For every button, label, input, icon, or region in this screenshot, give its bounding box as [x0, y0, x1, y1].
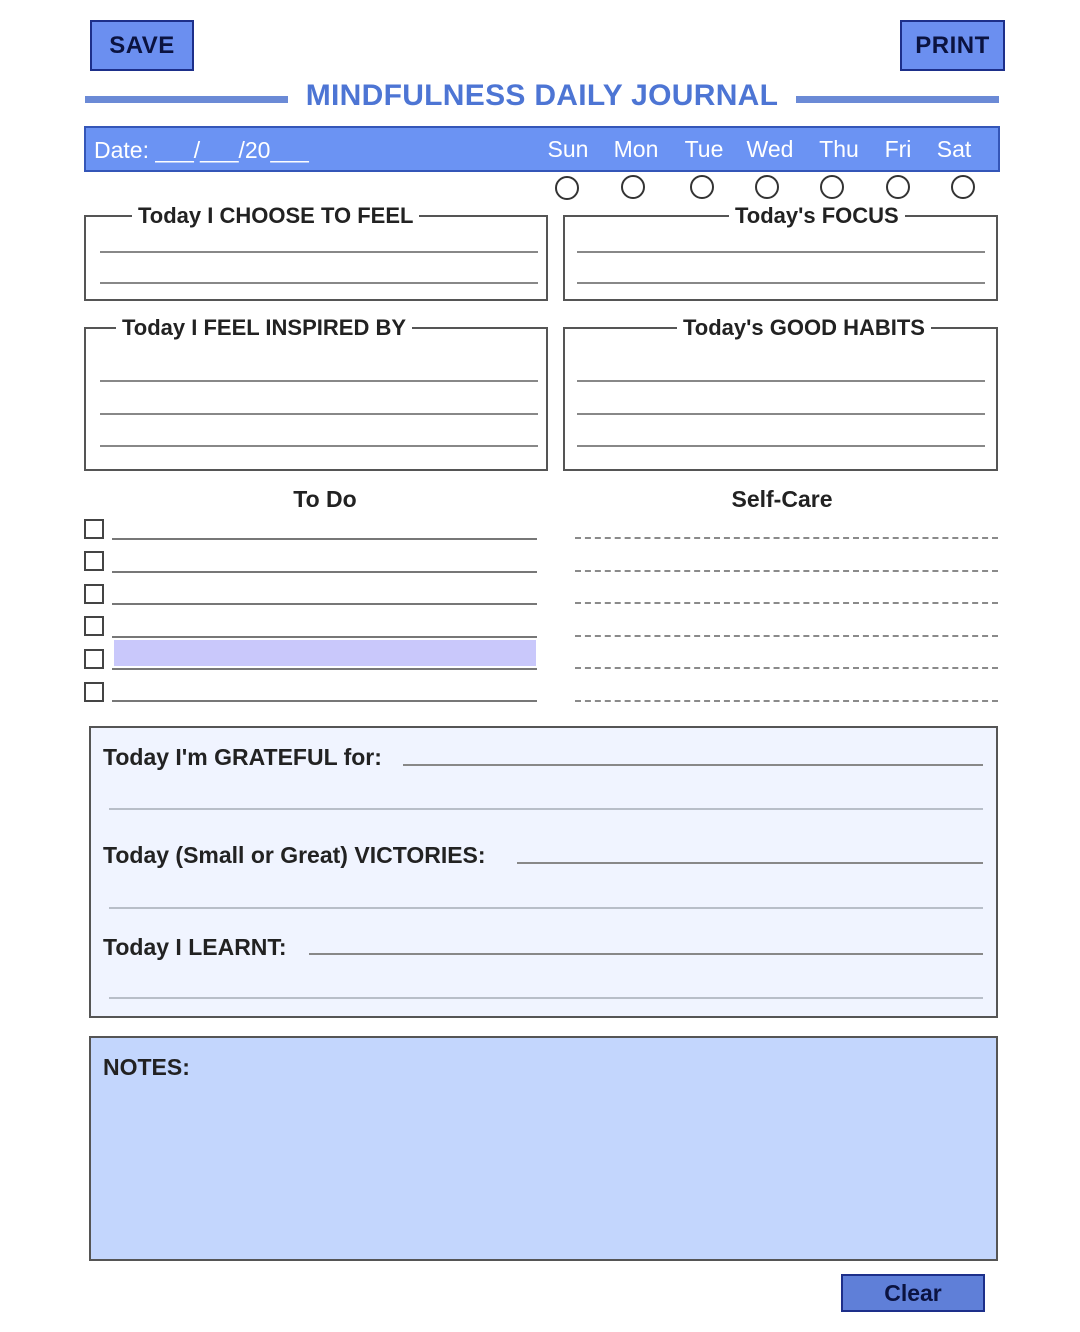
day-radio-mon[interactable] — [621, 175, 645, 199]
day-radio-sun[interactable] — [555, 176, 579, 200]
save-button[interactable]: SAVE — [90, 20, 194, 71]
todo-checkbox[interactable] — [84, 584, 104, 604]
inspired-by-box[interactable] — [84, 315, 548, 471]
notes-label: NOTES: — [103, 1054, 190, 1080]
title-rule-right — [796, 96, 999, 103]
grateful-line[interactable] — [403, 764, 983, 766]
learnt-label: Today I LEARNT: — [103, 934, 287, 960]
learnt-line[interactable] — [309, 953, 983, 955]
day-radio-tue[interactable] — [690, 175, 714, 199]
todo-checkbox[interactable] — [84, 682, 104, 702]
writing-line — [100, 380, 538, 382]
todo-line[interactable] — [112, 538, 537, 540]
todo-line[interactable] — [112, 603, 537, 605]
day-label-thu: Thu — [819, 136, 859, 162]
page-title: MINDFULNESS DAILY JOURNAL — [305, 79, 779, 112]
reflection-box — [89, 726, 998, 1018]
day-label-wed: Wed — [746, 136, 794, 162]
selfcare-line[interactable] — [575, 570, 998, 572]
inspired-by-label: Today I FEEL INSPIRED BY — [116, 315, 412, 341]
writing-line — [577, 380, 985, 382]
todo-line[interactable] — [112, 700, 537, 702]
writing-line — [577, 413, 985, 415]
todo-line[interactable] — [112, 636, 537, 638]
selfcare-line[interactable] — [575, 635, 998, 637]
good-habits-label: Today's GOOD HABITS — [677, 315, 931, 341]
todo-line[interactable] — [112, 571, 537, 573]
day-label-sat: Sat — [936, 136, 972, 162]
todo-checkbox[interactable] — [84, 519, 104, 539]
print-button[interactable]: PRINT — [900, 20, 1005, 71]
choose-to-feel-label: Today I CHOOSE TO FEEL — [132, 203, 419, 229]
good-habits-box[interactable] — [563, 315, 998, 471]
selfcare-line[interactable] — [575, 602, 998, 604]
day-radio-thu[interactable] — [820, 175, 844, 199]
writing-line — [577, 445, 985, 447]
title-rule-left — [85, 96, 288, 103]
todo-heading: To Do — [293, 486, 357, 512]
victories-line[interactable] — [109, 907, 983, 909]
selfcare-line[interactable] — [575, 700, 998, 702]
day-radio-wed[interactable] — [755, 175, 779, 199]
grateful-label: Today I'm GRATEFUL for: — [103, 744, 382, 770]
clear-button[interactable]: Clear — [841, 1274, 985, 1312]
focus-label: Today's FOCUS — [729, 203, 905, 229]
choose-to-feel-box[interactable] — [84, 203, 548, 301]
todo-input-focused[interactable] — [114, 640, 536, 666]
day-label-fri: Fri — [884, 136, 912, 162]
selfcare-line[interactable] — [575, 537, 998, 539]
day-label-tue: Tue — [684, 136, 724, 162]
writing-line — [577, 251, 985, 253]
todo-line[interactable] — [112, 668, 537, 670]
focus-box[interactable] — [563, 203, 998, 301]
learnt-line[interactable] — [109, 997, 983, 999]
writing-line — [100, 413, 538, 415]
writing-line — [100, 282, 538, 284]
day-label-mon: Mon — [613, 136, 659, 162]
victories-label: Today (Small or Great) VICTORIES: — [103, 842, 486, 868]
writing-line — [100, 251, 538, 253]
victories-line[interactable] — [517, 862, 983, 864]
writing-line — [577, 282, 985, 284]
selfcare-heading: Self-Care — [731, 486, 833, 512]
notes-box[interactable] — [89, 1036, 998, 1261]
day-label-sun: Sun — [547, 136, 589, 162]
date-field[interactable]: Date: ___/___/20___ — [94, 137, 309, 163]
date-bar — [84, 126, 1000, 172]
writing-line — [100, 445, 538, 447]
todo-checkbox[interactable] — [84, 649, 104, 669]
day-radio-sat[interactable] — [951, 175, 975, 199]
todo-checkbox[interactable] — [84, 551, 104, 571]
selfcare-line[interactable] — [575, 667, 998, 669]
grateful-line[interactable] — [109, 808, 983, 810]
todo-checkbox[interactable] — [84, 616, 104, 636]
day-radio-fri[interactable] — [886, 175, 910, 199]
